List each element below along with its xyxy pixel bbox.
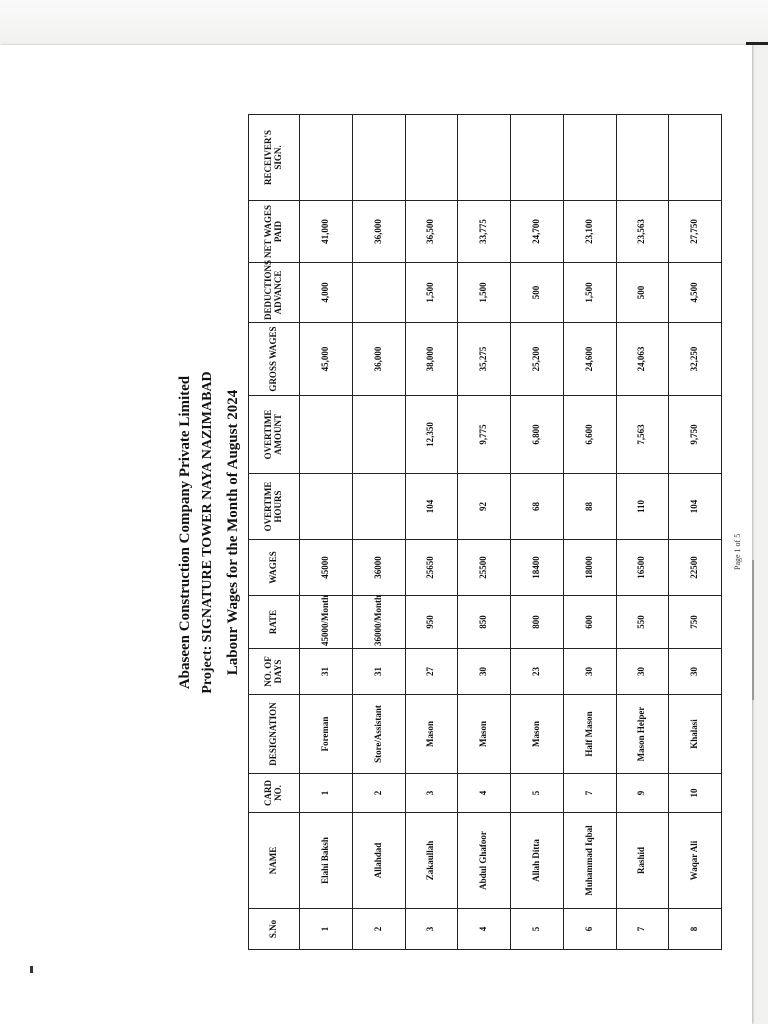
table-row xyxy=(300,115,353,950)
cell-wages: 25650 xyxy=(405,540,458,596)
cell-deduction: 1,500 xyxy=(458,263,511,323)
cell-designation: Mason xyxy=(405,695,458,774)
cell-rate: 750 xyxy=(669,596,722,649)
cell-sign xyxy=(405,115,458,201)
cell-deduction: 4,500 xyxy=(669,263,722,323)
cell-sno: 1 xyxy=(300,909,353,950)
cell-sign xyxy=(352,115,405,201)
cell-designation: Mason Helper xyxy=(616,695,669,774)
cell-days: 31 xyxy=(352,649,405,695)
cell-ot-hours: 104 xyxy=(405,474,458,540)
cell-gross: 35,275 xyxy=(458,323,511,396)
cell-sign xyxy=(616,115,669,201)
cell-deduction: 1,500 xyxy=(405,263,458,323)
cell-days: 23 xyxy=(511,649,564,695)
cell-card: 5 xyxy=(511,774,564,813)
cell-gross: 32,250 xyxy=(669,323,722,396)
cell-gross: 38,000 xyxy=(405,323,458,396)
cell-net: 36,000 xyxy=(352,201,405,263)
cell-designation: Mason xyxy=(511,695,564,774)
cell-sno: 5 xyxy=(511,909,564,950)
cell-sign xyxy=(563,115,616,201)
cell-gross: 25,200 xyxy=(511,323,564,396)
cell-card: 4 xyxy=(458,774,511,813)
cell-sign xyxy=(669,115,722,201)
scan-line xyxy=(752,560,754,700)
table-row xyxy=(616,115,669,950)
cell-name: Muhammad Iqbal xyxy=(563,813,616,909)
cell-deduction: 1,500 xyxy=(563,263,616,323)
cell-sign xyxy=(458,115,511,201)
cell-ot-hours: 110 xyxy=(616,474,669,540)
cell-sno: 8 xyxy=(669,909,722,950)
cell-name: Waqar Ali xyxy=(669,813,722,909)
cell-name: Abdul Ghafoor xyxy=(458,813,511,909)
cell-deduction xyxy=(352,263,405,323)
cell-wages: 22500 xyxy=(669,540,722,596)
cell-designation: Khalasi xyxy=(669,695,722,774)
cell-ot-hours: 68 xyxy=(511,474,564,540)
table-row xyxy=(511,115,564,950)
column-header: CARD NO. xyxy=(249,774,300,813)
cell-days: 30 xyxy=(563,649,616,695)
cell-sno: 6 xyxy=(563,909,616,950)
table-row xyxy=(352,115,405,950)
rotated-document xyxy=(172,115,747,950)
cell-sno: 4 xyxy=(458,909,511,950)
cell-net: 33,775 xyxy=(458,201,511,263)
cell-designation: Half Mason xyxy=(563,695,616,774)
cell-deduction: 500 xyxy=(511,263,564,323)
cell-ot-amount: 9,750 xyxy=(669,396,722,474)
cell-rate: 600 xyxy=(563,596,616,649)
cell-designation: Foreman xyxy=(300,695,353,774)
wages-table xyxy=(248,114,722,950)
cell-sno: 3 xyxy=(405,909,458,950)
table-row xyxy=(563,115,616,950)
cell-designation: Store/Assistant xyxy=(352,695,405,774)
cell-name: Elahi Baksh xyxy=(300,813,353,909)
cell-ot-hours xyxy=(300,474,353,540)
cell-deduction: 500 xyxy=(616,263,669,323)
cell-name: Zakaullah xyxy=(405,813,458,909)
cell-sign xyxy=(511,115,564,201)
column-header: OVERTIME AMOUNT xyxy=(249,396,300,474)
cell-ot-hours xyxy=(352,474,405,540)
cell-net: 36,500 xyxy=(405,201,458,263)
column-header: DESIGNATION xyxy=(249,695,300,774)
cell-net: 27,750 xyxy=(669,201,722,263)
column-header: RECEIVER'S SIGN. xyxy=(249,115,300,201)
cell-wages: 16500 xyxy=(616,540,669,596)
cell-days: 31 xyxy=(300,649,353,695)
scan-background xyxy=(0,0,768,48)
cell-days: 30 xyxy=(669,649,722,695)
cell-wages: 18000 xyxy=(563,540,616,596)
cell-net: 23,563 xyxy=(616,201,669,263)
column-header: NO. OF DAYS xyxy=(249,649,300,695)
cell-ot-hours: 104 xyxy=(669,474,722,540)
cell-days: 27 xyxy=(405,649,458,695)
cell-days: 30 xyxy=(458,649,511,695)
cell-wages: 18400 xyxy=(511,540,564,596)
cell-rate: 800 xyxy=(511,596,564,649)
cell-card: 7 xyxy=(563,774,616,813)
cell-designation: Mason xyxy=(458,695,511,774)
column-header: NET WAGES PAID xyxy=(249,201,300,263)
column-header: DEDUCTIONS ADVANCE xyxy=(249,263,300,323)
cell-name: Allah Ditta xyxy=(511,813,564,909)
table-row xyxy=(669,115,722,950)
column-header: GROSS WAGES xyxy=(249,323,300,396)
project-title: Project: SIGNATURE TOWER NAYA NAZIMABAD xyxy=(200,371,215,694)
cell-wages: 45000 xyxy=(300,540,353,596)
period-title: Labour Wages for the Month of August 2024 xyxy=(225,389,241,676)
cell-net: 41,000 xyxy=(300,201,353,263)
cell-gross: 45,000 xyxy=(300,323,353,396)
column-header: NAME xyxy=(249,813,300,909)
table-row xyxy=(405,115,458,950)
cell-card: 10 xyxy=(669,774,722,813)
column-header: OVERTIME HOURS xyxy=(249,474,300,540)
cell-deduction: 4,000 xyxy=(300,263,353,323)
company-title: Abaseen Construction Company Private Limited xyxy=(177,375,193,690)
cell-sno: 7 xyxy=(616,909,669,950)
column-header: S.No xyxy=(249,909,300,950)
cell-sign xyxy=(300,115,353,201)
cell-card: 2 xyxy=(352,774,405,813)
cell-card: 3 xyxy=(405,774,458,813)
cell-ot-amount: 12,350 xyxy=(405,396,458,474)
cell-rate: 950 xyxy=(405,596,458,649)
cell-net: 24,700 xyxy=(511,201,564,263)
page-number: Page 1 of 5 xyxy=(733,533,742,570)
cell-rate: 36000/Month xyxy=(352,596,405,649)
cell-days: 30 xyxy=(616,649,669,695)
cell-card: 1 xyxy=(300,774,353,813)
cell-rate: 45000/Month xyxy=(300,596,353,649)
column-header: WAGES xyxy=(249,540,300,596)
cell-ot-amount xyxy=(352,396,405,474)
cell-net: 23,100 xyxy=(563,201,616,263)
cell-ot-amount: 6,800 xyxy=(511,396,564,474)
table-header-row xyxy=(249,115,300,950)
cell-ot-hours: 92 xyxy=(458,474,511,540)
scan-dot xyxy=(30,966,33,973)
cell-wages: 25500 xyxy=(458,540,511,596)
cell-gross: 24,600 xyxy=(563,323,616,396)
cell-gross: 36,000 xyxy=(352,323,405,396)
cell-ot-amount xyxy=(300,396,353,474)
cell-gross: 24,063 xyxy=(616,323,669,396)
cell-sno: 2 xyxy=(352,909,405,950)
cell-ot-amount: 9,775 xyxy=(458,396,511,474)
cell-ot-amount: 7,563 xyxy=(616,396,669,474)
table-row xyxy=(458,115,511,950)
cell-ot-hours: 88 xyxy=(563,474,616,540)
cell-wages: 36000 xyxy=(352,540,405,596)
column-header: RATE xyxy=(249,596,300,649)
cell-card: 9 xyxy=(616,774,669,813)
cell-rate: 850 xyxy=(458,596,511,649)
cell-ot-amount: 6,600 xyxy=(563,396,616,474)
cell-name: Rashid xyxy=(616,813,669,909)
cell-rate: 550 xyxy=(616,596,669,649)
cell-name: Allahdad xyxy=(352,813,405,909)
